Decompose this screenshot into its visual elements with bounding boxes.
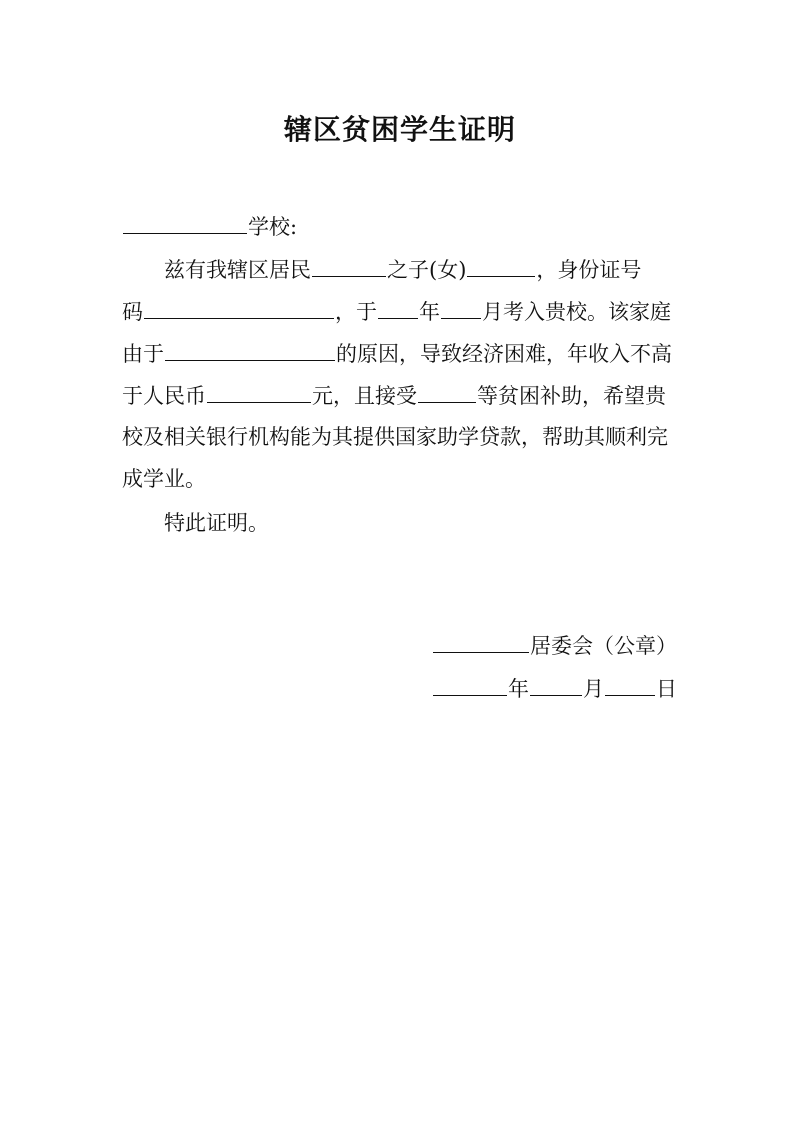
body-text: 年 [419,300,440,324]
closing-text: 特此证明。 [164,511,269,535]
body-text: 月考入贵校。该家庭 [482,300,671,324]
date-day-label: 日 [656,677,677,701]
body-line-2 [122,296,671,327]
reason-blank[interactable] [165,338,335,361]
date-year-blank[interactable] [433,673,507,696]
body-text: 码 [122,300,143,324]
date-day-blank[interactable] [605,673,655,696]
signature-date-line [432,673,677,704]
body-line-4 [122,380,666,411]
body-text: 校及相关银行机构能为其提供国家助学贷款，帮助其顺利完 [122,425,668,449]
date-month-label: 月 [583,677,604,701]
body-text: 之子(女) [387,258,467,282]
date-year-label: 年 [508,677,529,701]
committee-name-blank[interactable] [433,630,529,653]
body-line-6 [122,464,206,494]
date-month-blank[interactable] [530,673,582,696]
salutation-text: 学校: [248,215,298,239]
body-text: 成学业。 [122,467,206,491]
body-text: ，身份证号 [536,258,642,282]
enroll-month-blank[interactable] [441,296,481,319]
body-line-5 [122,422,668,452]
school-name-blank[interactable] [123,211,247,234]
body-text: 于人民币 [122,384,206,408]
id-number-blank[interactable] [144,296,334,319]
body-text: 由于 [122,342,164,366]
closing-line [164,508,269,538]
student-name-blank[interactable] [467,254,535,277]
resident-name-blank[interactable] [312,254,386,277]
income-blank[interactable] [207,380,311,403]
document-title: 辖区贫困学生证明 [283,113,516,146]
body-text: 元，且接受 [312,384,417,408]
salutation-line [122,211,297,242]
body-text: ，于 [335,300,377,324]
body-text: 兹有我辖区居民 [164,258,311,282]
body-line-1 [164,254,641,285]
signature-org-line [432,630,677,661]
enroll-year-blank[interactable] [378,296,418,319]
body-text: 等贫困补助，希望贵 [477,384,666,408]
body-line-3 [122,338,672,369]
body-text: 的原因，导致经济困难，年收入不高 [336,342,672,366]
signature-org-text: 居委会（公章） [530,634,677,658]
subsidy-blank[interactable] [418,380,476,403]
